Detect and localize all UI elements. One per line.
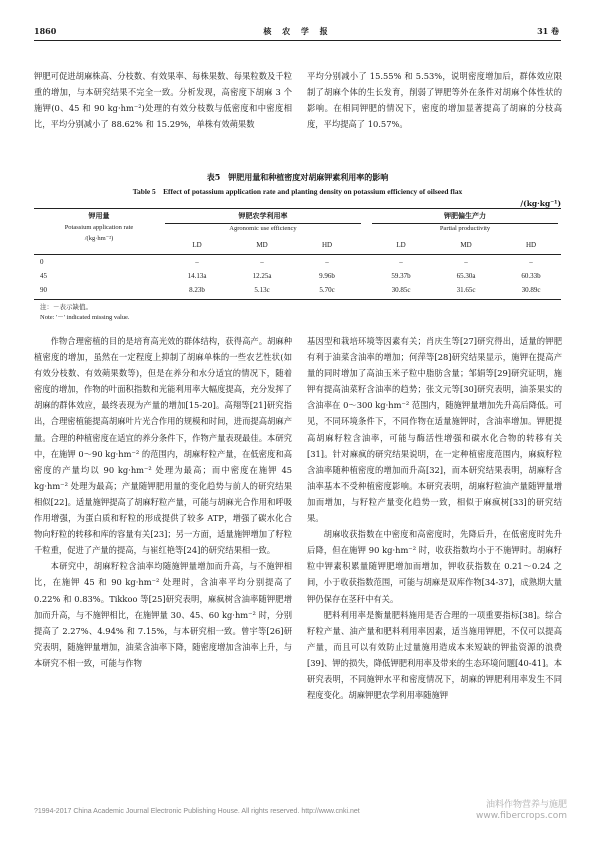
value-cell: 60.33b: [521, 272, 541, 280]
body-bottom-left: [34, 333, 292, 671]
density-header: LD: [396, 241, 406, 249]
group1-header-en: Agronomic use efficiency: [229, 225, 297, 232]
rate-header-unit: /(kg·hm⁻²): [84, 235, 114, 242]
table-note-en: Note: '－' indicated missing value.: [40, 314, 130, 321]
copyright-footer: ?1994-2017 China Academic Journal Electronic Publishing House. All rights reserved. http://www.cnki.net: [34, 808, 360, 815]
group2-header-en: Partial productivity: [439, 225, 491, 232]
value-cell: –: [399, 258, 403, 266]
value-cell: 30.85c: [391, 286, 411, 294]
rate-cell: 0: [40, 258, 44, 266]
watermark: [476, 800, 567, 822]
density-header: LD: [192, 241, 202, 249]
density-header: MD: [460, 241, 472, 249]
body-top-right: 平均分别减小了 15.55% 和 5.53%，说明密度增加后，群体效应限制了胡麻个体的生长发育，削弱了钾肥等外在条件对胡麻个体性状的影响。在相同钾肥的情况下，密度的增加显著提高了胡麻的分枝高度，平均提高了 10.57%。: [307, 71, 562, 130]
group2-header-cn: 钾肥偏生产力: [444, 212, 486, 220]
paragraph: 本研究中，胡麻籽粒含油率均随施钾量增加而升高，与不施钾相比，在施钾 45 和 90 kg·hm⁻² 处理时，含油率平均分别提高了 0.22% 和 0.83%。Tikkoo 等[25]研究表明，麻疯树含油率随钾肥增加而升高，与不施钾相比，在施钾量 30、45、60 kg·hm⁻² 时，分别提高了 2.27%、4.94% 和 7.15%，与本研究相一致。曾宇等[26]研究表明，随施钾量增加，油菜含油率下降，随密度增加含油率上升，与本研究不相一致，可能与作物: [34, 561, 292, 668]
paragraph: 胡麻收获指数在中密度和高密度时，先降后升，在低密度时先升后降，但在施钾 90 kg·hm⁻² 时，收获指数均小于不施钾时。胡麻籽粒中钾素积累量随钾肥增加而增加，钾收获指数在 0.21～0.24 之间，小于收获指数范围，可能与胡麻是双库作物[34-37]，成熟期大量钾仍保存在茎秆中有关。: [307, 529, 562, 604]
body-bottom-right: [307, 333, 562, 703]
group1-header-cn: 钾肥农学利用率: [238, 212, 288, 220]
value-cell: 9.96b: [319, 272, 335, 280]
value-cell: 30.89c: [521, 286, 541, 294]
paragraph: 基因型和栽培环境等因素有关；肖庆生等[27]研究得出，适量的钾肥有利于油菜含油率的增加；何萍等[28]研究结果显示，施钾在提高产量的同时增加了高油玉米子粒中脂肪含量；邹娟等[29]研究证明，施钾有提高油菜籽含油率的趋势；张文元等[30]研究表明，油茶果实的含油率在 0～300 kg·hm⁻² 范围内，随施钾量增加先升高后降低。可见，不同环境条件下，不同作物在适量施钾时，含油率增加。钾肥提高胡麻籽粒含油率，可能与酶活性增强和碳水化合物的转移有关[31]。针对麻疯的研究结果说明，在一定种植密度范围内，麻疯籽粒含油率随种植密度的增加而升高[32]，而本研究结果表明，胡麻籽含油率基本不受种植密度影响。本研究表明，胡麻籽粒油产量随钾量增加而增加，与籽粒产量变化趋势一致，相似于麻疯树[33]的研究结果。: [307, 336, 562, 524]
table-note-cn: 注：－表示缺值。: [40, 304, 92, 311]
value-cell: 14.13a: [187, 272, 207, 280]
value-cell: 5.13c: [254, 286, 270, 294]
density-header: HD: [525, 241, 537, 249]
table-caption-cn: 表5 钾肥用量和种植密度对胡麻钾素利用率的影响: [206, 172, 389, 182]
rate-cell: 45: [40, 272, 47, 280]
volume-label: 31 卷: [537, 26, 559, 36]
table-top-rule: [34, 208, 561, 209]
paragraph: 作物合理密植的目的是培育高光效的群体结构，获得高产。胡麻种植密度的增加，虽然在一定程度上抑制了胡麻单株的一些农艺性状(如有效分枝数、有效蒴果数等)，但是在养分和水分适宜的情况下，随着密度的增加，作物的叶面积指数和光能利用率大幅度提高，充分发挥了胡麻的群体效应，最终表现为产量的增加[15-20]。高翔等[21]研究指出，合理密植能提高胡麻叶片光合作用的规模和时间，进而提高胡麻产量。合理的种植密度在适宜的养分条件下，作物产量表现最佳。本研究中，在施钾 0～90 kg·hm⁻² 的范围内，胡麻籽粒产量，在低密度和高密度的产量均以 90 kg·hm⁻² 处理为最高；而中密度在施钾 45 kg·hm⁻² 处理为最高；产量随钾肥用量的变化趋势与前人的研究结果相似[22]。适量施钾提高了胡麻籽粒产量，可能与胡麻光合作用和呼吸作用增强，为蛋白质和籽粒的形成提供了较多 ATP，增强了碳水化合物向籽粒的转移和库的容量有关[23]；另一方面，适量施钾增加了籽粒千粒重，促进了产量的提高，与崔红艳等[24]的研究结果相一致。: [34, 336, 292, 556]
value-cell: 31.65c: [456, 286, 476, 294]
value-cell: –: [325, 258, 329, 266]
value-cell: –: [260, 258, 264, 266]
paragraph: 肥料利用率是衡量肥料施用是否合理的一项重要指标[38]。综合籽粒产量、油产量和肥料利用率因素，适当施用钾肥，不仅可以提高产量，而且可以有效防止过量施用造成本来短缺的钾盐资源的浪费[39]、钾的损失，降低钾肥利用率及带来的生态环境问题[40-41]。本研究表明，不同施钾水平和密度情况下，胡麻的钾肥利用率发生不同程度变化。胡麻钾肥农学利用率随施钾: [307, 609, 562, 701]
journal-title: 核 农 学 报: [263, 26, 332, 36]
watermark-cn: 油料作物营养与施肥: [485, 800, 567, 810]
group1-rule: [165, 223, 361, 224]
value-cell: 65.30a: [456, 272, 476, 280]
density-header: MD: [256, 241, 268, 249]
rate-cell: 90: [40, 286, 47, 294]
value-cell: –: [464, 258, 468, 266]
group2-rule: [372, 223, 558, 224]
value-cell: 5.70c: [319, 286, 335, 294]
value-cell: –: [195, 258, 199, 266]
value-cell: 8.23b: [189, 286, 205, 294]
body-top-left: 钾肥可促进胡麻株高、分枝数、有效果率、每株果数、每果粒数及千粒重的增加，与本研究结果不完全一致。分析发现，高密度下胡麻 3 个施钾(0、45 和 90 kg·hm⁻²)处理的有效分枝数与低密度和中密度相比，平均分别减小了 88.62% 和 15.29%，单株有效蒴果数: [34, 71, 292, 130]
table-caption-en: Table 5 Effect of potassium application rate and planting density on potassium efficiency of oilseed flax: [132, 187, 463, 196]
value-cell: 59.37b: [391, 272, 411, 280]
density-header: HD: [321, 241, 333, 249]
rate-header-cn: 钾用量: [88, 212, 110, 220]
table-header-rule: [34, 254, 561, 255]
header-rule: [34, 40, 561, 41]
table-unit: /(kg·kg⁻¹): [520, 199, 561, 208]
value-cell: –: [529, 258, 533, 266]
table-bottom-rule: [34, 299, 561, 300]
value-cell: 12.25a: [252, 272, 272, 280]
rate-header-en: Potassium application rate: [64, 224, 134, 231]
watermark-url: www.fibercrops.com: [476, 811, 567, 821]
page-number: 1860: [34, 26, 57, 36]
